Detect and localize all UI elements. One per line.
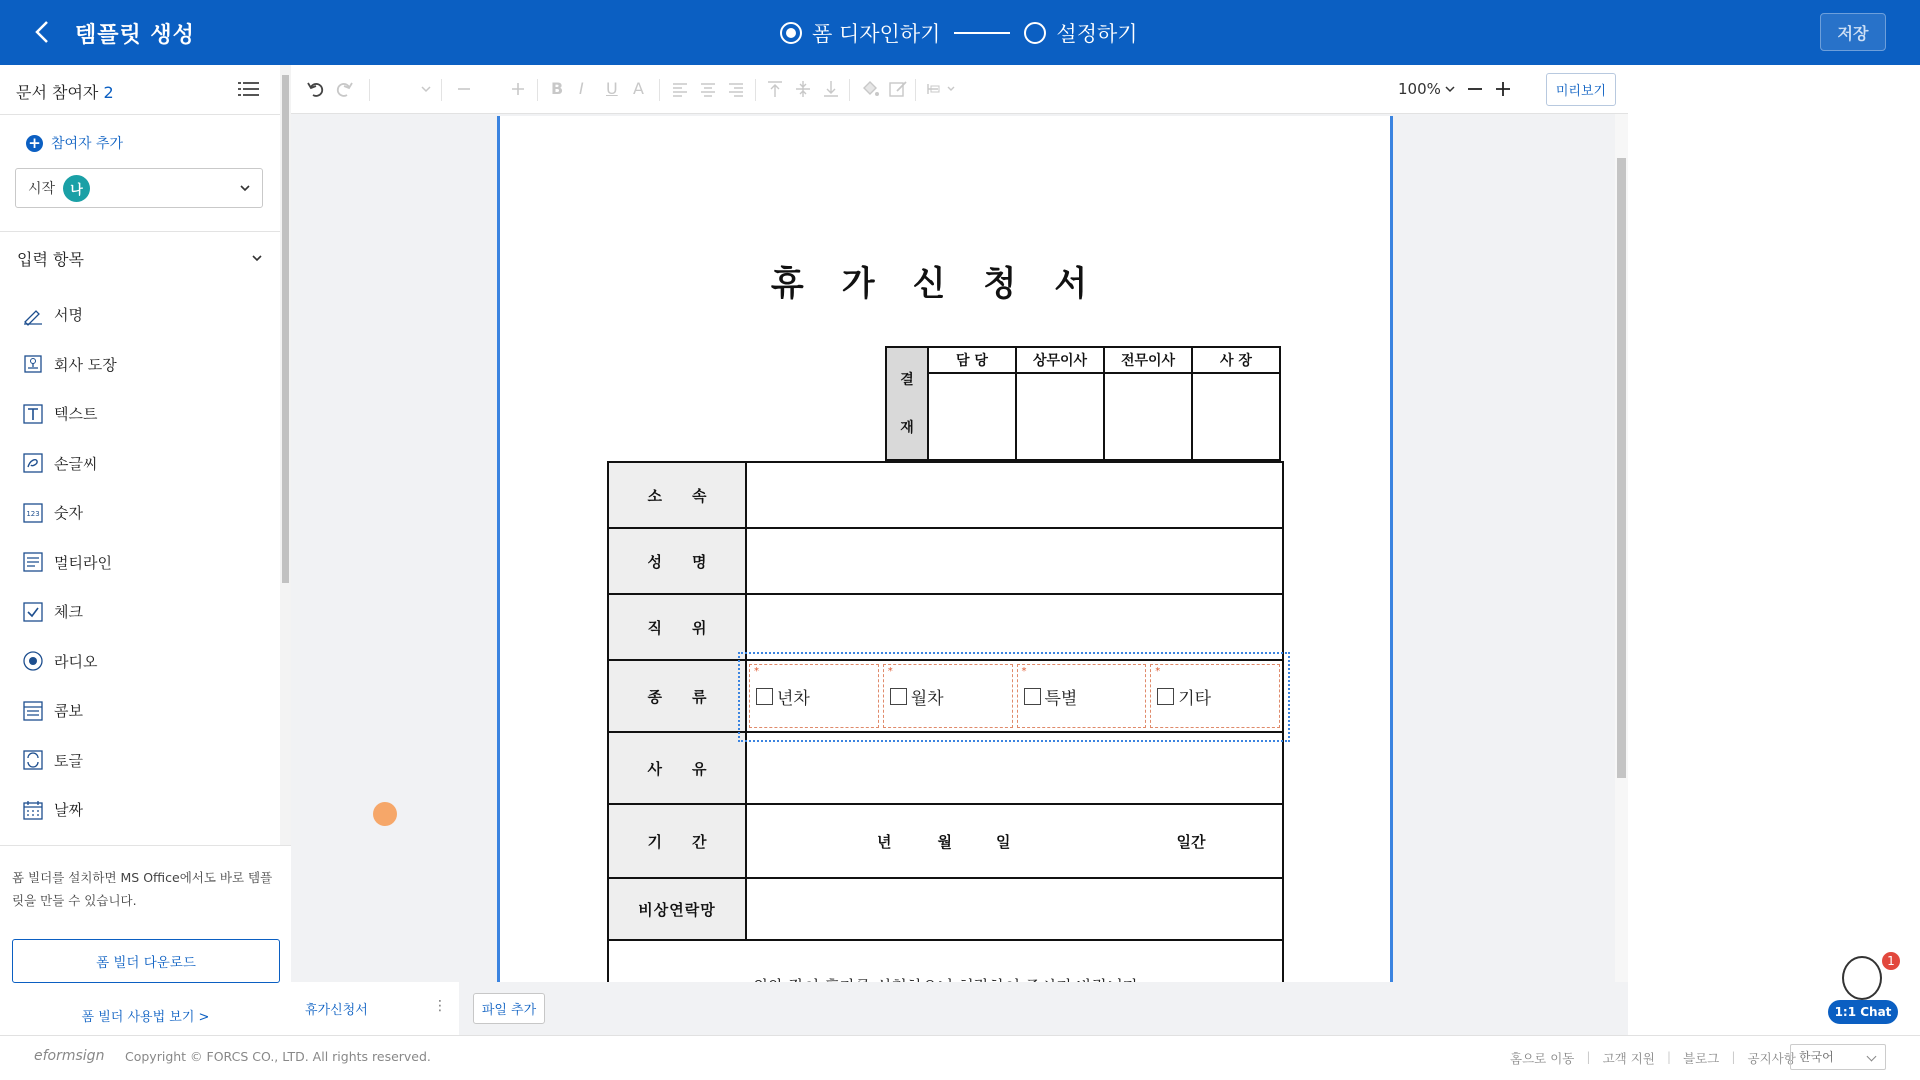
- approval-cell[interactable]: [1016, 373, 1104, 460]
- row-label-name: 성명: [608, 528, 746, 594]
- step-form-design-label: 폼 디자인하기: [812, 22, 941, 46]
- chat-widget[interactable]: [1828, 950, 1898, 1030]
- footer-link-home[interactable]: 홈으로 이동: [1510, 1051, 1575, 1066]
- toolbar-separator: [369, 79, 370, 101]
- step-settings[interactable]: [1024, 18, 1137, 48]
- checkbox-field-annual[interactable]: [749, 664, 879, 728]
- radio-icon: [22, 650, 44, 672]
- text-icon: [22, 403, 44, 425]
- field-item-label: 라디오: [54, 652, 98, 671]
- required-marker: *: [1021, 666, 1027, 677]
- form-builder-promo: [0, 845, 291, 1035]
- eformsign-logo: eformsign: [34, 1048, 105, 1064]
- chat-label: 1:1 Chat: [1828, 1000, 1898, 1024]
- footer-links: [1510, 1049, 1796, 1067]
- reason-cell[interactable]: [746, 732, 1283, 804]
- svg-text:123: 123: [26, 509, 40, 518]
- toolbar-separator: [849, 79, 850, 101]
- field-item-handwriting[interactable]: [0, 439, 280, 489]
- field-item-radio[interactable]: [0, 637, 280, 687]
- undo-icon[interactable]: [305, 78, 327, 100]
- align-center-icon[interactable]: [699, 78, 717, 100]
- document-tab-label: 휴가신청서: [305, 1003, 368, 1018]
- field-item-label: 텍스트: [54, 405, 98, 424]
- calendar-icon: [22, 799, 44, 821]
- footer-separator: |: [1586, 1049, 1591, 1064]
- radio-unselected-icon: [1024, 22, 1046, 44]
- underline-icon[interactable]: U: [606, 79, 618, 98]
- top-bar: [0, 0, 1920, 65]
- toolbar-separator: [915, 79, 916, 101]
- document-tab-bar: [291, 982, 1628, 1035]
- period-month: 월: [937, 832, 952, 851]
- valign-top-icon[interactable]: [766, 78, 784, 100]
- fill-color-icon[interactable]: [860, 78, 880, 100]
- approval-cell[interactable]: [928, 373, 1016, 460]
- checkbox-icon[interactable]: [756, 688, 773, 705]
- checkbox-label: 년차: [777, 688, 810, 709]
- footer-link-notice[interactable]: 공지사항: [1747, 1051, 1796, 1066]
- redo-icon[interactable]: [333, 78, 355, 100]
- bold-icon[interactable]: B: [551, 79, 564, 98]
- add-file-button[interactable]: 파일 추가: [473, 993, 545, 1024]
- participants-title: [16, 80, 114, 103]
- field-item-label: 회사 도장: [54, 355, 117, 374]
- italic-icon[interactable]: I: [579, 79, 584, 98]
- approval-side-label: [886, 347, 928, 460]
- affiliation-cell[interactable]: [746, 462, 1283, 528]
- checkbox-icon[interactable]: [1024, 688, 1041, 705]
- field-item-combo[interactable]: [0, 686, 280, 736]
- field-item-label: 서명: [54, 306, 83, 325]
- chat-badge: 1: [1880, 950, 1902, 972]
- approval-side-char-2: 재: [900, 419, 914, 436]
- document-title: 휴가신청서: [770, 264, 1126, 304]
- row-label-position: 직위: [608, 594, 746, 660]
- footer-link-support[interactable]: 고객 지원: [1602, 1051, 1655, 1066]
- document-canvas: [291, 114, 1628, 982]
- participant-select-prefix: 시작: [28, 181, 56, 197]
- leave-form-table: [607, 461, 1284, 1001]
- chevron-down-icon[interactable]: [250, 251, 264, 265]
- approval-header: 전무이사: [1104, 347, 1192, 373]
- field-width-icon[interactable]: [926, 78, 960, 100]
- checkbox-icon: [22, 601, 44, 623]
- field-item-date[interactable]: [0, 785, 280, 835]
- emergency-cell[interactable]: [746, 878, 1283, 940]
- required-marker: *: [887, 666, 893, 677]
- handwriting-icon: [22, 452, 44, 474]
- footer-separator: |: [1666, 1049, 1672, 1064]
- language-select[interactable]: 한국어: [1790, 1044, 1886, 1070]
- approval-header: 사 장: [1192, 347, 1280, 373]
- participant-select[interactable]: [15, 168, 263, 208]
- checkbox-label: 월차: [910, 688, 944, 709]
- form-builder-usage-link[interactable]: 폼 빌더 사용법 보기 >: [81, 1010, 210, 1025]
- field-item-toggle[interactable]: [0, 736, 280, 786]
- row-label-affiliation: 소속: [608, 462, 746, 528]
- required-marker: *: [1155, 666, 1161, 677]
- footer: [0, 1035, 1920, 1080]
- type-options: [747, 661, 1282, 731]
- save-button[interactable]: 저장: [1820, 13, 1886, 51]
- number-icon: [22, 502, 44, 524]
- decrease-font-icon[interactable]: [456, 78, 472, 100]
- row-label-type: 종류: [608, 660, 746, 732]
- toolbar-separator: [659, 79, 660, 101]
- back-arrow-icon[interactable]: [28, 17, 58, 47]
- field-item-label: 날짜: [54, 801, 83, 820]
- chat-agent-icon: [1842, 956, 1882, 1000]
- participants-label: 문서 참여자: [16, 83, 99, 102]
- field-item-label: 멀티라인: [54, 553, 112, 572]
- scrollbar-thumb[interactable]: [1617, 158, 1626, 778]
- checkbox-icon[interactable]: [1157, 688, 1174, 705]
- form-builder-note: 폼 빌더를 설치하면 MS Office에서도 바로 템플릿을 만들 수 있습니다.: [12, 870, 273, 908]
- approval-cell[interactable]: [1104, 373, 1192, 460]
- zoom-in-icon[interactable]: [1494, 78, 1512, 100]
- approval-header: 담 당: [928, 347, 1016, 373]
- align-right-icon[interactable]: [727, 78, 745, 100]
- font-color-icon[interactable]: A: [633, 79, 644, 98]
- checkbox-label: 기타: [1178, 688, 1212, 709]
- avatar: 나: [63, 175, 90, 202]
- left-panel: [0, 65, 291, 1035]
- field-item-check[interactable]: [0, 587, 280, 637]
- footer-separator: |: [1731, 1049, 1736, 1064]
- divider: [0, 231, 280, 232]
- zoom-out-icon[interactable]: [1466, 78, 1484, 100]
- right-pane: [1628, 65, 1920, 1035]
- add-participant-button[interactable]: [26, 133, 123, 153]
- field-item-stamp[interactable]: [0, 340, 280, 390]
- checkbox-field-other[interactable]: [1150, 664, 1280, 728]
- cursor-highlight: [373, 802, 397, 826]
- multiline-icon: [22, 551, 44, 573]
- zoom-dropdown-chevron-icon[interactable]: [1443, 78, 1457, 100]
- editor-toolbar: [291, 65, 1628, 114]
- footer-link-blog[interactable]: 블로그: [1683, 1051, 1720, 1066]
- field-item-label: 체크: [54, 603, 83, 622]
- list-view-icon[interactable]: [238, 80, 260, 98]
- approval-header: 상무이사: [1016, 347, 1104, 373]
- approval-table: [885, 346, 1281, 461]
- period-cell[interactable]: [746, 804, 1283, 878]
- approval-cell[interactable]: [1192, 373, 1280, 460]
- toolbar-separator: [441, 79, 442, 101]
- chevron-down-icon: [238, 181, 252, 195]
- period-days: 일간: [1176, 832, 1206, 851]
- more-vertical-icon[interactable]: ⋮: [433, 998, 445, 1014]
- step-indicator: [780, 18, 1138, 48]
- checkbox-field-special[interactable]: [1017, 664, 1147, 728]
- field-item-signature[interactable]: [0, 290, 280, 340]
- checkbox-label: 특별: [1044, 688, 1078, 709]
- field-item-label: 토글: [54, 751, 83, 770]
- font-family-dropdown-chevron-icon[interactable]: [419, 78, 433, 100]
- radio-selected-icon: [780, 22, 802, 44]
- canvas-scrollbar[interactable]: [1615, 114, 1628, 982]
- approval-side-char-1: 결: [900, 371, 914, 388]
- checkbox-icon[interactable]: [890, 688, 907, 705]
- plus-circle-icon: +: [26, 135, 43, 152]
- align-left-icon[interactable]: [671, 78, 689, 100]
- toolbar-separator: [755, 79, 756, 101]
- toolbar-separator: [537, 79, 538, 101]
- period-line: [747, 805, 1282, 877]
- step-connector: [954, 32, 1010, 34]
- valign-middle-icon[interactable]: [794, 78, 812, 100]
- participants-header: [0, 65, 280, 115]
- preview-button[interactable]: 미리보기: [1546, 73, 1616, 106]
- document-page[interactable]: [497, 116, 1393, 982]
- step-form-design[interactable]: [780, 18, 940, 48]
- input-items-list: [0, 290, 280, 835]
- field-item-multiline[interactable]: [0, 538, 280, 588]
- type-cell: [746, 660, 1283, 732]
- document-tab[interactable]: [291, 982, 459, 1035]
- row-label-emergency: 비상연락망: [608, 878, 746, 940]
- toggle-icon: [22, 749, 44, 771]
- signature-icon: [22, 304, 44, 326]
- field-item-text[interactable]: [0, 389, 280, 439]
- checkbox-field-monthly[interactable]: [883, 664, 1013, 728]
- row-label-period: 기간: [608, 804, 746, 878]
- combo-icon: [22, 700, 44, 722]
- step-settings-label: 설정하기: [1056, 22, 1138, 46]
- field-item-number[interactable]: [0, 488, 280, 538]
- period-year: 년: [877, 832, 892, 851]
- page-title: 템플릿 생성: [75, 23, 195, 48]
- name-cell[interactable]: [746, 528, 1283, 594]
- copyright: Copyright © FORCS CO., LTD. All rights reserved.: [125, 1049, 431, 1064]
- required-marker: *: [754, 666, 759, 677]
- participants-count: 2: [103, 83, 114, 102]
- border-edit-icon[interactable]: [888, 78, 908, 100]
- input-items-header[interactable]: 입력 항목: [17, 250, 84, 269]
- scrollbar-thumb[interactable]: [282, 75, 289, 583]
- stamp-icon: [22, 353, 44, 375]
- left-panel-scrollbar[interactable]: [280, 65, 291, 845]
- increase-font-icon[interactable]: [510, 78, 526, 100]
- form-builder-download-button[interactable]: 폼 빌더 다운로드: [12, 939, 280, 983]
- position-cell[interactable]: [746, 594, 1283, 660]
- field-item-label: 콤보: [54, 702, 83, 721]
- field-item-label: 숫자: [54, 504, 83, 523]
- field-item-label: 손글씨: [54, 454, 98, 473]
- row-label-reason: 사유: [608, 732, 746, 804]
- add-participant-label: 참여자 추가: [51, 136, 124, 152]
- valign-bottom-icon[interactable]: [822, 78, 840, 100]
- period-day: 일: [996, 832, 1011, 851]
- zoom-level[interactable]: 100%: [1398, 80, 1441, 98]
